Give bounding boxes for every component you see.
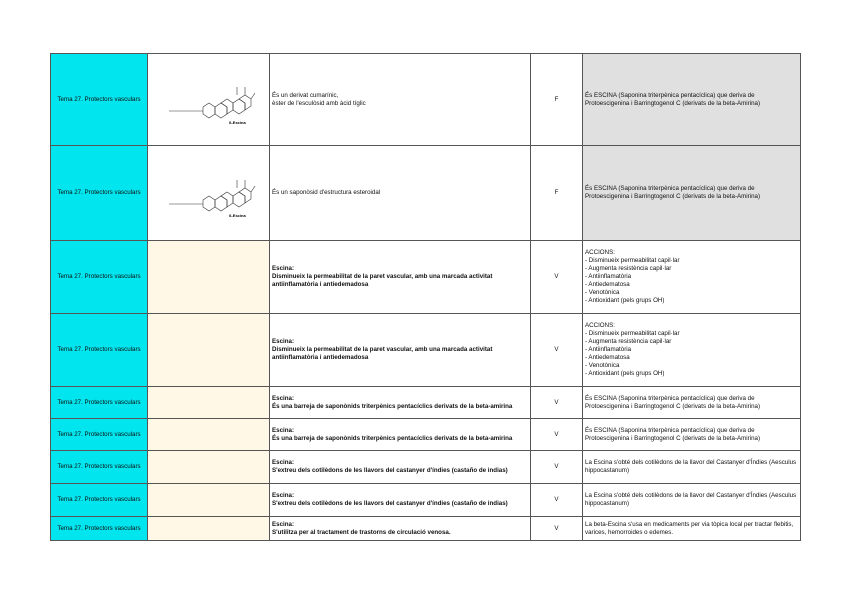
image-cell <box>148 517 270 541</box>
statement-cell <box>270 54 531 146</box>
statement-cell <box>270 387 531 419</box>
answer-cell: V <box>531 484 583 517</box>
topic-cell: Tema 27. Protectors vasculars <box>51 241 148 314</box>
topic-cell: Tema 27. Protectors vasculars <box>51 517 148 541</box>
quiz-table <box>50 53 801 541</box>
table-row <box>51 241 801 314</box>
statement-text: S'extreu dels cotilèdons de les llavors del castanyer d'índies (castaño de indias) <box>272 467 508 474</box>
image-cell <box>148 419 270 451</box>
image-cell <box>148 241 270 314</box>
statement-cell <box>270 451 531 484</box>
table-row <box>51 419 801 451</box>
image-cell <box>148 451 270 484</box>
answer-cell: F <box>531 146 583 241</box>
image-cell <box>148 54 270 146</box>
explanation-cell: La beta-Escina s'usa en medicaments per via tòpica local per tractar flebitis, varices, hemorroides o edemes. <box>583 517 801 541</box>
statement-text: Disminueix la permeabilitat de la paret vascular, amb una marcada activitat antiinflamatòria i antiedemadosa <box>272 273 493 288</box>
statement-text: Disminueix la permeabilitat de la paret vascular, amb una marcada activitat antiinflamatòria i antiedemadosa <box>272 346 493 361</box>
table-row <box>51 451 801 484</box>
explanation-cell: És ESCINA (Saponina triterpènica pentacíclica) que deriva de Protoescigenina i Barringtogenol C (derivats de la beta-Amirina) <box>583 387 801 419</box>
statement-text: És una barreja de saponònids triterpènics pentacíclics derivats de la beta-amirina <box>272 402 513 410</box>
statement-text: S'utilitza per al tractament de trastorns de circulació venosa. <box>272 528 451 536</box>
statement-title: Escina: <box>272 492 295 499</box>
statement-text: S'extreu dels cotilèdons de les llavors del castanyer d'índies (castaño de indias) <box>272 500 508 507</box>
topic-cell: Tema 27. Protectors vasculars <box>51 419 148 451</box>
molecule-caption: ß-Escina <box>228 119 246 125</box>
statement-cell <box>270 314 531 387</box>
explanation-cell: És ESCINA (Saponina triterpènica pentacíclica) que deriva de Protoescigenina i Barringtogenol C (derivats de la beta-Amirina) <box>583 419 801 451</box>
explanation-cell: ACCIONS: - Disminueix permeabilitat capil·lar - Augmenta resistència capil·lar - Antiinflamatòria - Antiedematosa - Venotònica - Antioxidant (pels grups OH) <box>583 241 801 314</box>
table-row <box>51 314 801 387</box>
statement-title: Escina: <box>272 338 295 345</box>
topic-cell: Tema 27. Protectors vasculars <box>51 146 148 241</box>
molecule-structure-image <box>159 75 259 125</box>
topic-cell: Tema 27. Protectors vasculars <box>51 484 148 517</box>
molecule-structure-image <box>159 168 259 218</box>
statement-title: Escina: <box>272 459 295 466</box>
image-cell <box>148 484 270 517</box>
explanation-cell: ACCIONS: - Disminueix permeabilitat capil·lar - Augmenta resistència capil·lar - Antiinflamatòria - Antiedematosa - Venotònica - Antioxidant (pels grups OH) <box>583 314 801 387</box>
answer-cell: V <box>531 387 583 419</box>
topic-cell: Tema 27. Protectors vasculars <box>51 314 148 387</box>
statement-title: Escina: <box>272 265 295 272</box>
topic-cell: Tema 27. Protectors vasculars <box>51 387 148 419</box>
table-row <box>51 146 801 241</box>
explanation-cell: És ESCINA (Saponina triterpènica pentacíclica) que deriva de Protoescigenina i Barringtogenol C (derivats de la beta-Amirina) <box>583 146 801 241</box>
topic-cell: Tema 27. Protectors vasculars <box>51 451 148 484</box>
quiz-table-body <box>51 54 801 541</box>
statement-text: És una barreja de saponònids triterpènics pentacíclics derivats de la beta-amirina <box>272 434 513 442</box>
table-row <box>51 484 801 517</box>
image-cell <box>148 314 270 387</box>
statement-text: És un derivat cumarínic, èster de l'esculòsid amb àcid tíglic <box>272 91 366 107</box>
statement-cell <box>270 241 531 314</box>
statement-cell <box>270 484 531 517</box>
statement-title: Escina: <box>272 426 295 434</box>
image-cell <box>148 146 270 241</box>
table-row <box>51 387 801 419</box>
statement-title: Escina: <box>272 520 295 528</box>
answer-cell: V <box>531 517 583 541</box>
explanation-cell: La Escina s'obté dels cotilèdons de la llavor del Castanyer d'Índies (Aesculus hippocastanum) <box>583 451 801 484</box>
topic-cell: Tema 27. Protectors vasculars <box>51 54 148 146</box>
molecule-caption: ß-Escina <box>228 213 246 218</box>
answer-cell: V <box>531 419 583 451</box>
statement-cell <box>270 517 531 541</box>
table-row <box>51 54 801 146</box>
statement-cell <box>270 419 531 451</box>
answer-cell: V <box>531 451 583 484</box>
statement-cell <box>270 146 531 241</box>
image-cell <box>148 387 270 419</box>
answer-cell: F <box>531 54 583 146</box>
statement-text: És un saponòsid d'estructura esteroidal <box>272 189 381 196</box>
explanation-cell: La Escina s'obté dels cotilèdons de la llavor del Castanyer d'Índies (Aesculus hippocastanum) <box>583 484 801 517</box>
statement-title: Escina: <box>272 394 295 402</box>
explanation-cell: És ESCINA (Saponina triterpènica pentacíclica) que deriva de Protoescigenina i Barringtogenol C (derivats de la beta-Amirina) <box>583 54 801 146</box>
answer-cell: V <box>531 241 583 314</box>
table-row <box>51 517 801 541</box>
answer-cell: V <box>531 314 583 387</box>
